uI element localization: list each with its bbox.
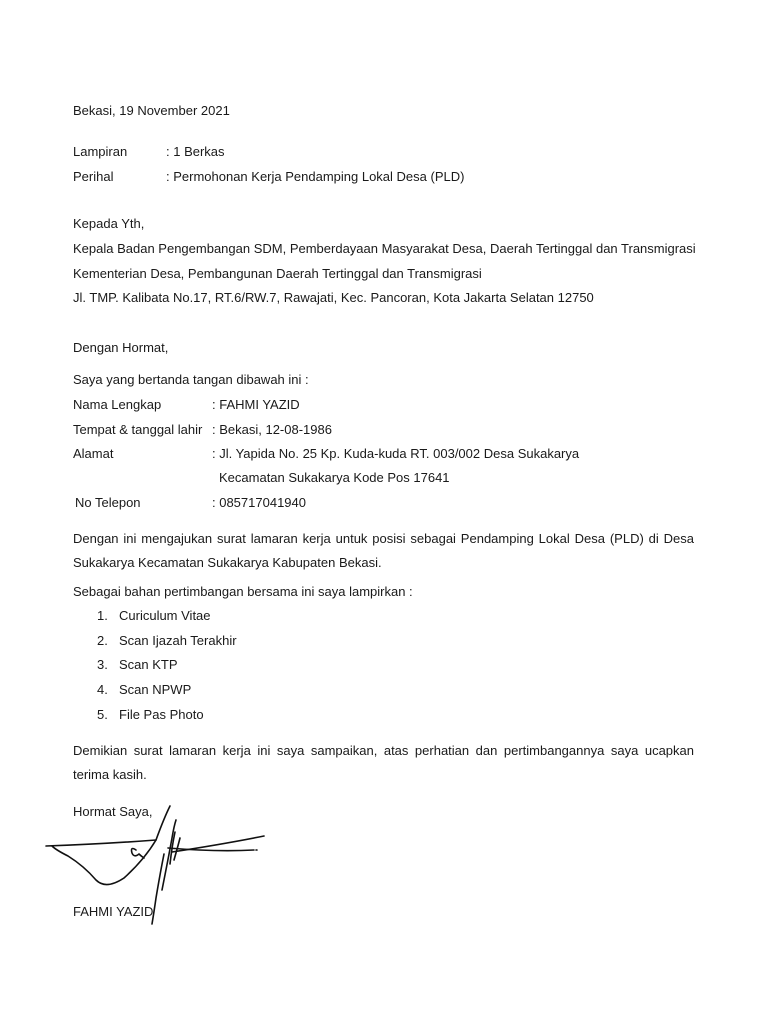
list-item-text: File Pas Photo <box>119 707 204 722</box>
intro-line: Saya yang bertanda tangan dibawah ini : <box>73 372 309 387</box>
birth-value: : Bekasi, 12-08-1986 <box>212 422 332 437</box>
list-item <box>97 633 237 649</box>
list-item-number: 4. <box>97 682 108 697</box>
lampiran-value: : 1 Berkas <box>166 144 225 159</box>
list-item-text: Curiculum Vitae <box>119 608 211 623</box>
recipient-line-1: Kepala Badan Pengembangan SDM, Pemberdayaan Masyarakat Desa, Daerah Tertinggal dan Transmigrasi <box>73 241 696 256</box>
recipient-line-3: Jl. TMP. Kalibata No.17, RT.6/RW.7, Rawajati, Kec. Pancoran, Kota Jakarta Selatan 12750 <box>73 290 594 305</box>
phone-label: No Telepon <box>75 495 141 510</box>
perihal-value: : Permohonan Kerja Pendamping Lokal Desa (PLD) <box>166 169 465 184</box>
list-item-text: Scan NPWP <box>119 682 192 697</box>
list-item-number: 2. <box>97 633 108 648</box>
place-date: Bekasi, 19 November 2021 <box>73 103 230 118</box>
list-item <box>97 707 204 723</box>
recipient-greeting: Kepada Yth, <box>73 216 145 231</box>
address-value-2: Kecamatan Sukakarya Kode Pos 17641 <box>219 470 450 485</box>
name-row <box>73 397 300 413</box>
closing: Hormat Saya, <box>73 804 153 819</box>
closing-paragraph: Demikian surat lamaran kerja ini saya sampaikan, atas perhatian dan pertimbangannya saya ucapkan terima kasih. <box>73 743 694 782</box>
address-row <box>73 446 579 462</box>
name-value: : FAHMI YAZID <box>212 397 300 412</box>
list-item-text: Scan Ijazah Terakhir <box>119 633 237 648</box>
list-item <box>97 657 178 673</box>
address-value-1: : Jl. Yapida No. 25 Kp. Kuda-kuda RT. 003/002 Desa Sukakarya <box>212 446 580 461</box>
phone-row <box>75 495 306 511</box>
list-item-number: 5. <box>97 707 108 722</box>
salutation: Dengan Hormat, <box>73 340 169 355</box>
name-label: Nama Lengkap <box>73 397 162 412</box>
list-item-number: 1. <box>97 608 108 623</box>
body-paragraph: Dengan ini mengajukan surat lamaran kerja untuk posisi sebagai Pendamping Lokal Desa (PLD) di Desa Sukakarya Kecamatan Sukakarya Kabupaten Bekasi. <box>73 531 694 570</box>
attachments-intro: Sebagai bahan pertimbangan bersama ini saya lampirkan : <box>73 584 413 599</box>
lampiran-row <box>73 144 225 160</box>
lampiran-label: Lampiran <box>73 144 128 159</box>
phone-value: : 085717041940 <box>212 495 306 510</box>
birth-row <box>73 422 332 438</box>
address-label: Alamat <box>73 446 114 461</box>
list-item <box>97 682 191 698</box>
list-item-text: Scan KTP <box>119 657 178 672</box>
birth-label: Tempat & tanggal lahir <box>73 422 203 437</box>
perihal-label: Perihal <box>73 169 114 184</box>
recipient-line-2: Kementerian Desa, Pembangunan Daerah Tertinggal dan Transmigrasi <box>73 266 482 281</box>
list-item <box>97 608 211 624</box>
perihal-row <box>73 169 464 185</box>
signatory-name: FAHMI YAZID <box>73 904 154 919</box>
list-item-number: 3. <box>97 657 108 672</box>
